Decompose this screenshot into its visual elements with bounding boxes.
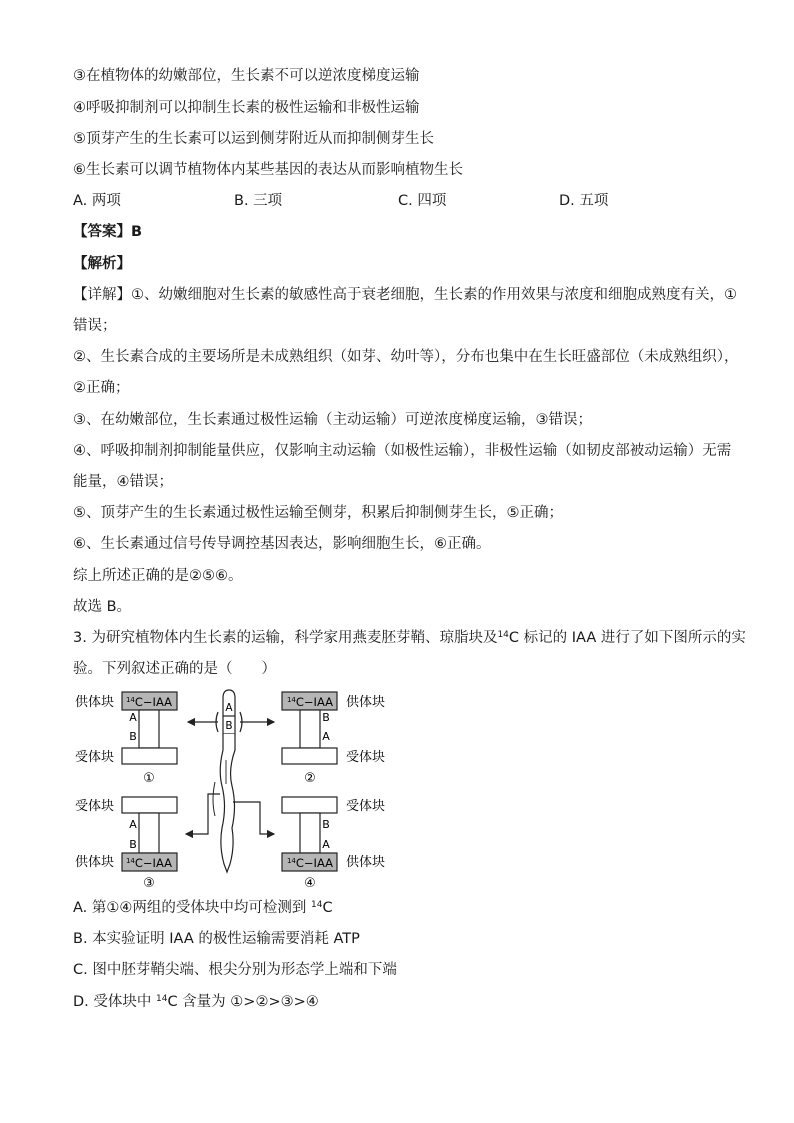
detail-line: 错误； (73, 318, 117, 334)
detail-line: 能量，④错误； (73, 474, 173, 490)
donor-label: 供体块 (75, 695, 115, 710)
group-number-1: ① (143, 771, 155, 786)
detail-line: ④、呼吸抑制剂抑制能量供应，仅影响主动运输（如极性运输），非极性运输（如韧皮部被动运输）无需 (73, 443, 732, 459)
arrow-to-group-4 (233, 802, 274, 834)
group-number-3: ③ (143, 876, 155, 891)
root-hair (213, 782, 215, 816)
segment-b-label: B (129, 730, 137, 743)
receiver-block (122, 748, 177, 764)
group-3 (75, 797, 177, 891)
detail-line: 【详解】①、幼嫩细胞对生长素的敏感性高于衰老细胞，生长素的作用效果与浓度和细胞成熟度有关，① (73, 287, 737, 303)
receiver-block (282, 748, 337, 764)
summary-line: 综上所述正确的是②⑤⑥。 (73, 568, 243, 584)
iaa-label: $^{14}$C−IAA (286, 856, 334, 870)
segment-a-label: A (129, 818, 137, 831)
q3-option-b: B. 本实验证明 IAA 的极性运输需要消耗 ATP (73, 931, 360, 947)
seedling-segment-b: B (225, 720, 233, 732)
receiver-label: 受体块 (346, 799, 386, 814)
receiver-block (282, 797, 337, 813)
detail-line: ⑤、顶芽产生的生长素通过极性运输至侧芽，积累后抑制侧芽生长，⑤正确； (73, 505, 563, 521)
seedling (213, 690, 242, 872)
q2-option-b: B. 三项 (234, 193, 283, 209)
q2-option-d: D. 五项 (559, 193, 609, 209)
group-4 (282, 797, 385, 891)
group-number-4: ④ (304, 876, 316, 891)
segment-a-label: A (129, 711, 137, 724)
iaa-label: $^{14}$C−IAA (125, 856, 173, 870)
q2-option-a: A. 两项 (73, 193, 121, 209)
q3-option-d: D. 受体块中 $^{14}$C 含量为 ①>②>③>④ (73, 994, 319, 1010)
segment-a-label: A (322, 730, 330, 743)
detail-line: ⑥、生长素通过信号传导调控基因表达，影响细胞生长，⑥正确。 (73, 536, 491, 552)
conclusion-line: 故选 B。 (73, 599, 132, 615)
receiver-label: 受体块 (75, 799, 115, 814)
detail-line: ③、在幼嫩部位，生长素通过极性运输（主动运输）可逆浓度梯度运输，③错误； (73, 412, 592, 428)
group-number-2: ② (304, 771, 316, 786)
root-segment (139, 813, 159, 853)
iaa-label: $^{14}$C−IAA (125, 695, 173, 709)
statement-6: ⑥生长素可以调节植物体内某些基因的表达从而影响植物生长 (73, 162, 463, 178)
receiver-label: 受体块 (346, 750, 386, 765)
coleoptile-segment (300, 710, 320, 748)
root-segment (300, 813, 320, 853)
statement-5: ⑤顶芽产生的生长素可以运到侧芽附近从而抑制侧芽生长 (73, 131, 434, 147)
coleoptile-segment (139, 710, 159, 748)
q3-stem-line2: 验。下列叙述正确的是（ ） (73, 661, 276, 677)
donor-label: 供体块 (346, 855, 386, 870)
analysis-label: 【解析】 (73, 256, 131, 272)
detail-line: ②正确； (73, 380, 130, 396)
statement-4: ④呼吸抑制剂可以抑制生长素的极性运输和非极性运输 (73, 100, 420, 116)
q3-option-c: C. 图中胚芽鞘尖端、根尖分别为形态学上端和下端 (73, 962, 397, 978)
seedling-segment-a: A (225, 702, 233, 714)
q2-option-c: C. 四项 (398, 193, 447, 209)
segment-b-label: B (322, 711, 330, 724)
experiment-diagram (70, 686, 400, 892)
receiver-block (122, 797, 177, 813)
iaa-label: $^{14}$C−IAA (286, 695, 334, 709)
segment-a-label: A (322, 838, 330, 851)
detail-line: ②、生长素合成的主要场所是未成熟组织（如芽、幼叶等），分布也集中在生长旺盛部位（未成熟组织）， (73, 349, 739, 365)
group-1 (75, 692, 177, 786)
answer-label: 【答案】B (73, 224, 143, 240)
statement-3: ③在植物体的幼嫩部位，生长素不可以逆浓度梯度运输 (73, 68, 420, 84)
q3-option-a: A. 第①④两组的受体块中均可检测到 $^{14}$C (73, 900, 333, 916)
root (220, 734, 235, 872)
receiver-label: 受体块 (75, 750, 115, 765)
donor-label: 供体块 (75, 855, 115, 870)
donor-label: 供体块 (346, 695, 386, 710)
segment-b-label: B (129, 838, 137, 851)
q3-stem-line1: 3. 为研究植物体内生长素的运输，科学家用燕麦胚芽鞘、琼脂块及$^{14}$C 标记的 IAA 进行了如下图所示的实 (73, 630, 746, 646)
segment-b-label: B (322, 818, 330, 831)
group-2 (282, 692, 385, 786)
